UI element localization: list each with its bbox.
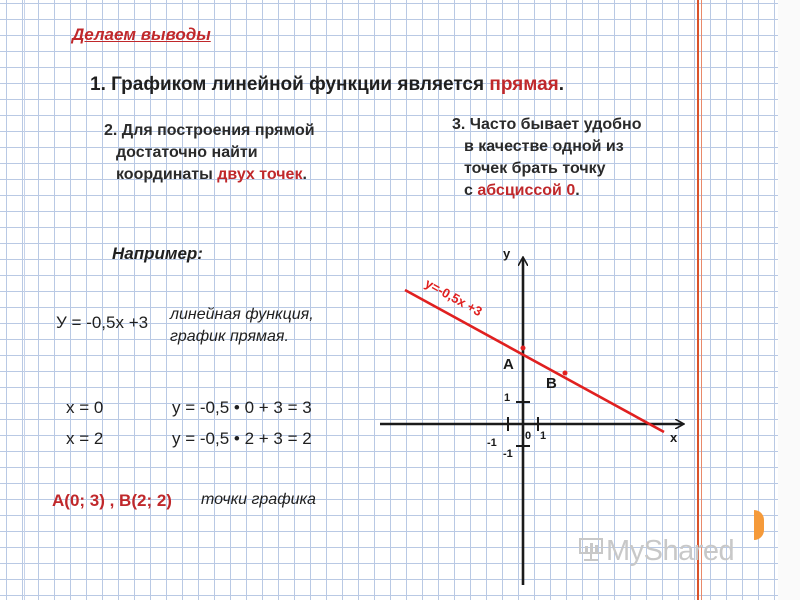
example-label: Например:: [112, 244, 203, 263]
tick-y-1-label: 1: [504, 392, 511, 404]
slide-title: Делаем выводы: [72, 25, 211, 44]
conclusion-1-highlight: прямая: [489, 74, 559, 95]
tick-x-neg-1-label: -1: [487, 437, 497, 449]
calc-row-2-y: у = -0,5 • 2 + 3 = 2: [172, 429, 312, 448]
function-formula: У = -0,5х +3: [56, 313, 149, 332]
graph-points: А(0; 3) , В(2; 2): [52, 491, 172, 510]
tick-y-neg-1-label: -1: [503, 448, 513, 460]
point-a-marker: [521, 346, 526, 351]
conclusion-2-highlight: двух точек: [217, 166, 303, 183]
conclusion-2-line-1: 2. Для построения прямой: [104, 122, 315, 139]
calc-row-1-x: х = 0: [66, 398, 104, 417]
x-axis-label: х: [670, 430, 678, 445]
conclusion-3-end: .: [575, 182, 580, 199]
conclusion-2-line-2: достаточно найти: [116, 144, 258, 161]
point-b-label: В: [546, 375, 557, 392]
tick-x-1-label: 1: [540, 430, 547, 442]
conclusion-3-line-2: в качестве одной из: [464, 138, 624, 155]
point-a-label: А: [503, 356, 514, 373]
conclusion-3-line-1: 3. Часто бывает удобно: [452, 116, 642, 133]
conclusion-3-line-3: точек брать точку: [464, 160, 606, 177]
conclusion-3-line-4-text: с: [464, 182, 478, 199]
watermark-text: MyShared: [606, 535, 735, 567]
calc-row-1-y: у = -0,5 • 0 + 3 = 3: [172, 398, 312, 417]
calc-row-2-x: х = 2: [66, 429, 104, 448]
conclusion-2-line-3-text: координаты: [116, 166, 218, 183]
conclusion-3-highlight: абсциссой 0: [477, 182, 576, 199]
function-line: [405, 290, 664, 432]
origin-label: 0: [525, 430, 532, 442]
watermark-logo-icon: [576, 538, 604, 562]
conclusion-2-end: .: [302, 166, 307, 183]
conclusion-1-text: 1. Графиком линейной функции является: [90, 74, 490, 95]
point-b-marker: [563, 371, 568, 376]
conclusion-1-end: .: [558, 74, 565, 95]
graph-points-description: точки графика: [201, 491, 316, 508]
y-axis-label: у: [503, 246, 511, 261]
function-line-label: у=-0,5х +3: [422, 275, 485, 320]
function-description-line-2: график прямая.: [170, 328, 289, 345]
function-description-line-1: линейная функция,: [170, 306, 314, 323]
